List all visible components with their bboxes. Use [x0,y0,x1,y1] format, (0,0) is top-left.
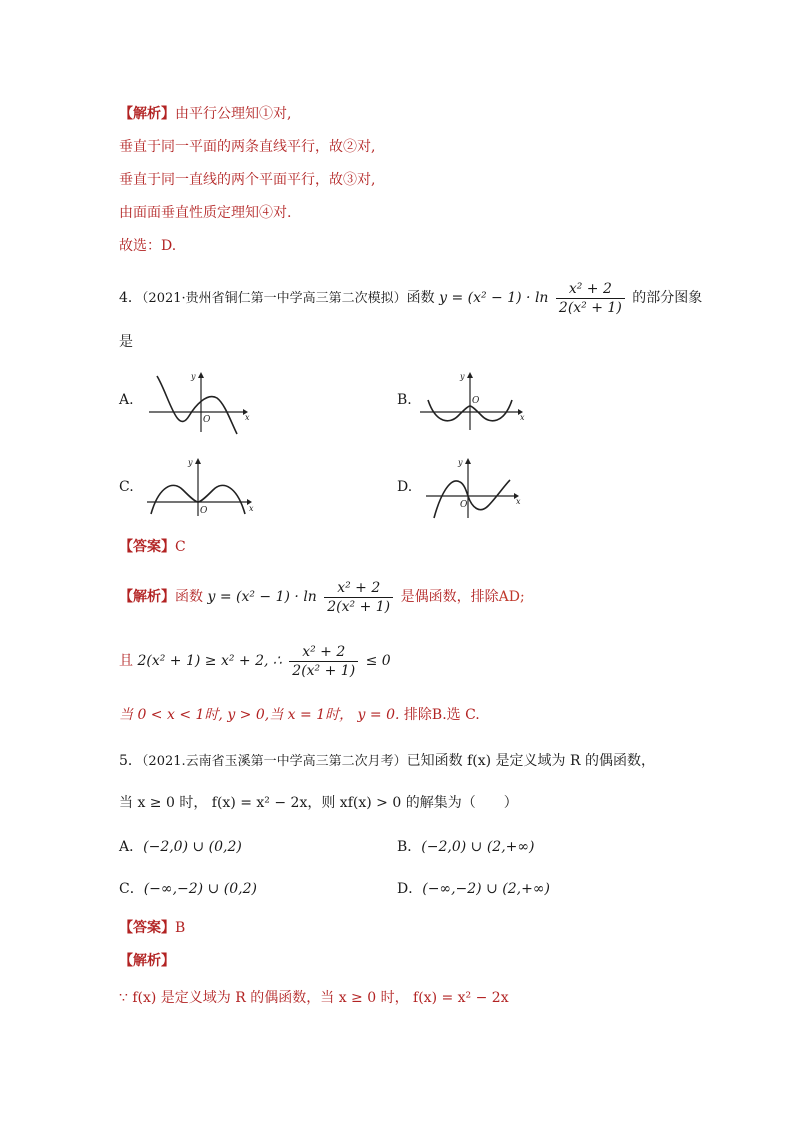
q5-analysis-line1: ∵ f(x) 是定义域为 R 的偶函数，当 x ≥ 0 时， f(x) = x² − 2x [119,990,509,1006]
x-label: x [245,413,250,422]
analysis-tag: 【解析】 [119,953,175,969]
option-a-graph[interactable] [147,370,252,436]
option-b-label[interactable]: B. [397,392,412,408]
question-text: 已知函数 f(x) 是定义域为 R 的偶函数， [406,753,655,769]
p3-analysis-line3: 垂直于同一直线的两个平面平行，故③对, [119,172,376,188]
y-label: y [191,372,196,381]
x-label: x [520,413,525,422]
q5-stem-line2: 当 x ≥ 0 时， f(x) = x² − 2x，则 xf(x) > 0 的解集为（ ） [119,795,518,811]
question-number: 5． [119,753,142,769]
y-axis-arrow [198,372,204,378]
question-number: 4． [119,290,142,306]
analysis-excluded: AD; [498,589,525,605]
option-c-label[interactable]: C. [119,479,134,495]
fraction-denominator: 2(x² + 1) [558,299,622,316]
analysis-condition: 当 0 < x < 1时, y > 0,当 x = 1时， y = 0. [119,707,400,723]
option-d-graph[interactable] [424,456,524,520]
graph-a-svg [147,370,252,436]
origin-label: O [200,506,208,516]
y-axis-arrow [465,458,471,464]
question-source: （2021.云南省玉溪第一中学高三第二次月考） [141,754,407,769]
question-tail: 的部分图象 [632,290,703,306]
q5-option-c[interactable] [119,879,257,899]
fraction-denominator: 2(x² + 1) [327,598,391,615]
origin-label: O [472,396,480,406]
q5-option-d[interactable] [397,879,550,899]
question-source: （2021·贵州省铜仁第一中学高三第二次模拟） [141,291,407,306]
y-label: y [460,372,465,381]
q4-answer [119,537,186,557]
p3-analysis-line1 [119,104,291,124]
q5-stem [119,751,655,772]
q5-analysis-tag [119,951,175,971]
p3-analysis-line2: 垂直于同一平面的两条直线平行，故②对, [119,139,376,155]
option-a-label[interactable]: A. [119,392,134,408]
analysis-fraction [324,579,393,616]
analysis-conclusion: 排除B.选 C. [403,707,480,723]
analysis-inequality: 2(x² + 1) ≥ x² + 2, ∴ [137,653,282,669]
analysis-tag: 【解析】 [119,589,175,605]
fraction-denominator: 2(x² + 1) [292,662,356,679]
answer-tag: 【答案】 [119,539,175,555]
x-label: x [516,497,521,506]
p3-analysis-line5: 故选：D. [119,238,177,254]
fraction-numerator: x² + 2 [556,280,625,299]
q4-stem [119,278,702,319]
q5-answer [119,918,185,938]
q4-analysis-line3 [119,705,480,725]
function-expression: y = (x² − 1) · ln [439,290,549,306]
x-label: x [249,504,254,513]
y-label: y [188,458,193,467]
analysis-lead: 函数 [175,589,203,605]
analysis-tag: 【解析】 [119,106,175,122]
option-label: A． [119,839,144,855]
fraction-numerator: x² + 2 [324,579,393,598]
graph-b-svg [418,370,528,432]
analysis-function: y = (x² − 1) · ln [207,589,317,605]
analysis-lead: 且 [119,653,133,669]
answer-value: C [175,539,186,555]
graph-d-svg [424,456,524,520]
q4-analysis-line2 [119,641,391,681]
option-label: B． [397,839,422,855]
q5-option-b[interactable] [397,837,535,857]
option-value: (−2,0) ∪ (0,2) [143,839,242,855]
option-label: D． [397,881,423,897]
analysis-fraction [289,643,358,680]
analysis-inequality-tail: ≤ 0 [365,653,391,669]
option-b-graph[interactable] [418,370,528,432]
y-axis-arrow [467,372,473,378]
graph-c-svg [145,456,257,518]
option-value: (−∞,−2) ∪ (0,2) [143,881,257,897]
option-c-graph[interactable] [145,456,257,518]
analysis-text: 由平行公理知①对, [175,106,292,122]
answer-tag: 【答案】 [119,920,175,936]
curve [434,480,510,518]
question-lead: 函数 [406,290,435,306]
origin-label: O [460,500,468,510]
q4-stem-line2: 是 [119,334,133,350]
p3-analysis-line4: 由面面垂直性质定理知④对. [119,205,292,221]
option-label: C． [119,881,144,897]
y-axis-arrow [195,458,201,464]
q4-analysis-line1 [119,577,525,617]
y-label: y [458,458,463,467]
curve [157,376,237,434]
function-fraction [556,280,625,317]
q5-option-a[interactable] [119,837,242,857]
origin-label: O [203,415,211,425]
option-value: (−2,0) ∪ (2,+∞) [421,839,535,855]
option-d-label[interactable]: D. [397,479,413,495]
fraction-numerator: x² + 2 [289,643,358,662]
analysis-tail: 是偶函数，排除 [400,589,499,605]
answer-value: B [175,920,186,936]
option-value: (−∞,−2) ∪ (2,+∞) [422,881,550,897]
